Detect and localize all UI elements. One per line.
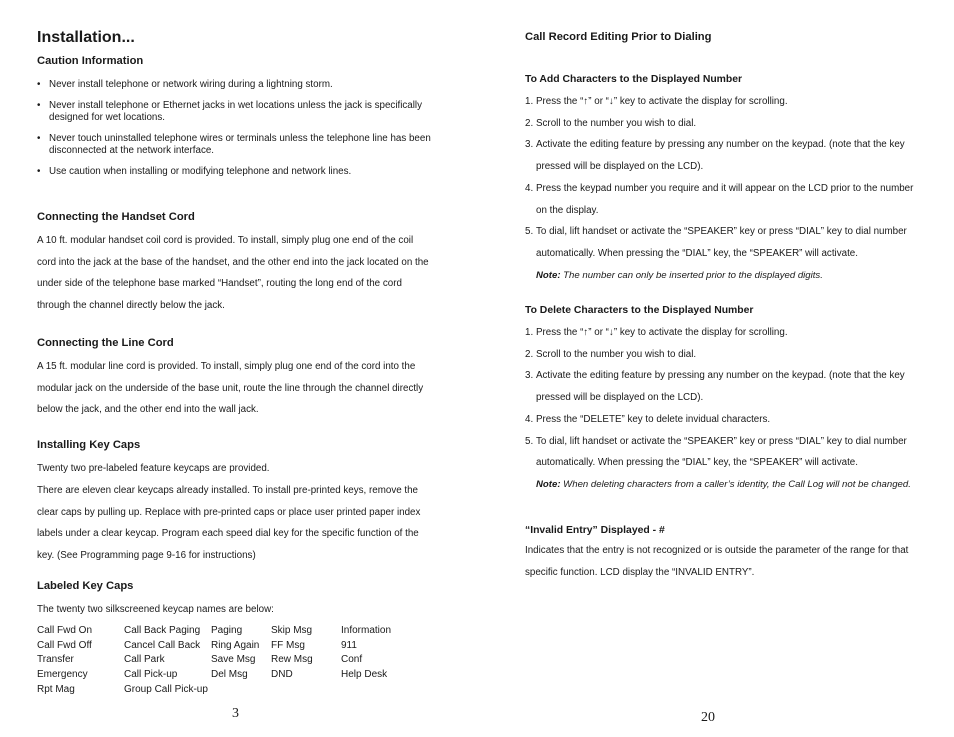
keycap-row bbox=[37, 683, 411, 698]
step-item bbox=[525, 134, 920, 177]
keycap-row bbox=[37, 624, 411, 639]
step-text: Scroll to the number you wish to dial. bbox=[536, 117, 697, 129]
step-text: Scroll to the number you wish to dial. bbox=[536, 348, 697, 360]
keycap-name: Save Msg bbox=[211, 654, 256, 666]
keycap-name: Emergency bbox=[37, 669, 88, 681]
step-item bbox=[525, 221, 920, 264]
keycap-name: 911 bbox=[341, 639, 357, 651]
invalid-entry-heading: “Invalid Entry” Displayed - # bbox=[525, 525, 665, 536]
step-item bbox=[525, 365, 920, 408]
note-text: The number can only be inserted prior to the displayed digits. bbox=[560, 270, 823, 281]
step-number: 1. bbox=[525, 327, 534, 338]
step-number: 5. bbox=[525, 435, 534, 447]
step-text: Press the “DELETE” key to delete invidual characters. bbox=[536, 413, 771, 425]
keycap-name: Ring Again bbox=[211, 639, 260, 651]
caution-heading: Caution Information bbox=[37, 55, 144, 67]
step-text: Activate the editing feature by pressing any number on the keypad. (note that the key pressed will be displayed on the LCD). bbox=[536, 139, 905, 173]
step-number: 4. bbox=[525, 413, 534, 425]
note-text: When deleting characters from a caller’s identity, the Call Log will not be changed. bbox=[560, 479, 911, 490]
delete-steps-list bbox=[525, 322, 920, 474]
note-label: Note: bbox=[536, 479, 561, 490]
keycap-name: Conf bbox=[341, 654, 363, 666]
section-title: Call Record Editing Prior to Dialing bbox=[525, 31, 712, 43]
step-item bbox=[525, 431, 920, 474]
add-characters-heading: To Add Characters to the Displayed Number bbox=[525, 74, 743, 85]
step-text: To dial, lift handset or activate the “SPEAKER” key or press “DIAL” key to dial number automatically. When pressing the “DIAL” key, the “SPEAKER” will activate. bbox=[536, 435, 907, 469]
step-number: 3. bbox=[525, 139, 534, 151]
step-text: To dial, lift handset or activate the “SPEAKER” key or press “DIAL” key to dial number automatically. When pressing the “DIAL” key, the “SPEAKER” will activate. bbox=[536, 226, 907, 259]
page-number: 3 bbox=[232, 706, 239, 721]
step-number: 2. bbox=[525, 117, 534, 129]
right-page bbox=[477, 0, 954, 737]
keycap-name: FF Msg bbox=[271, 639, 305, 651]
keycap-name: Cancel Call Back bbox=[124, 639, 201, 651]
note-label: Note: bbox=[536, 270, 561, 281]
keycap-row bbox=[37, 653, 411, 668]
keycap-name: Skip Msg bbox=[271, 625, 313, 636]
keycap-name: Transfer bbox=[37, 654, 74, 666]
keycap-name: Call Pick-up bbox=[124, 669, 178, 681]
handset-text: A 10 ft. modular handset coil cord is provided. To install, simply plug one end of the coil cord into the jack at the base of the handset, and the other end into the jack located on the under side of the telephone base marked “Handset”, routing the long end of the cord through the channel directly below the jack. bbox=[37, 235, 429, 312]
caution-bullet: • Never touch uninstalled telephone wires or terminals unless the telephone line has been disconnected at the network interface. bbox=[37, 133, 437, 158]
step-item bbox=[525, 113, 920, 135]
keycap-name: Call Park bbox=[124, 654, 165, 666]
step-item bbox=[525, 344, 920, 366]
caution-bullet: • Never install telephone or Ethernet jacks in wet locations unless the jack is specifically designed for wet locations. bbox=[37, 100, 437, 125]
keycap-row bbox=[37, 668, 411, 683]
step-number: 2. bbox=[525, 348, 534, 360]
step-text: Press the “↑” or “↓” key to activate the display for scrolling. bbox=[536, 327, 788, 338]
keycaps-text-2: There are eleven clear keycaps already installed. To install pre-printed keys, remove the clear caps by pulling up. Replace with pre-printed caps or place user printed paper index labels under a clear keycap. Program each speed dial key for the specific function of the key. (See Programming page 9-16 for instructions) bbox=[37, 485, 421, 562]
invalid-entry-text: Indicates that the entry is not recognized or is outside the parameter of the range for that specific function. LCD display the “INVALID ENTRY”. bbox=[525, 545, 909, 578]
labeled-keycaps-heading: Labeled Key Caps bbox=[37, 580, 134, 592]
keycap-name: Rew Msg bbox=[271, 654, 313, 666]
step-number: 3. bbox=[525, 370, 534, 382]
keycap-name: Help Desk bbox=[341, 669, 388, 681]
keycap-name: Call Back Paging bbox=[124, 625, 201, 636]
keycaps-text-1: Twenty two pre-labeled feature keycaps are provided. bbox=[37, 463, 270, 474]
caution-bullet: • Use caution when installing or modifying telephone and network lines. bbox=[37, 166, 437, 179]
keycap-row bbox=[37, 639, 411, 654]
step-item bbox=[525, 91, 920, 113]
delete-note bbox=[525, 474, 954, 496]
keycaps-heading: Installing Key Caps bbox=[37, 439, 141, 451]
delete-characters-heading: To Delete Characters to the Displayed Number bbox=[525, 305, 754, 316]
add-note bbox=[525, 265, 936, 287]
keycap-name: Call Fwd Off bbox=[37, 639, 92, 651]
step-item bbox=[525, 178, 920, 221]
add-steps-list bbox=[525, 91, 920, 265]
keycap-names-table bbox=[37, 624, 411, 698]
handset-heading: Connecting the Handset Cord bbox=[37, 211, 195, 223]
step-number: 4. bbox=[525, 182, 534, 194]
keycap-name: Information bbox=[341, 625, 392, 636]
step-number: 1. bbox=[525, 96, 534, 107]
keycap-name: DND bbox=[271, 669, 293, 681]
step-item bbox=[525, 322, 920, 344]
caution-list bbox=[37, 79, 437, 186]
page-title: Installation... bbox=[37, 29, 135, 46]
line-cord-heading: Connecting the Line Cord bbox=[37, 337, 174, 349]
labeled-keycaps-intro: The twenty two silkscreened keycap names are below: bbox=[37, 604, 274, 615]
keycap-name: Del Msg bbox=[211, 669, 248, 681]
caution-bullet: • Never install telephone or network wiring during a lightning storm. bbox=[37, 79, 437, 92]
keycap-name: Paging bbox=[211, 625, 243, 636]
step-item bbox=[525, 409, 920, 431]
line-cord-text: A 15 ft. modular line cord is provided. To install, simply plug one end of the cord into the modular jack on the underside of the base unit, route the line through the channel directly below the jack, and the other end into the wall jack. bbox=[37, 361, 424, 416]
keycap-name: Group Call Pick-up bbox=[124, 683, 208, 695]
step-number: 5. bbox=[525, 226, 534, 238]
step-text: Press the “↑” or “↓” key to activate the display for scrolling. bbox=[536, 96, 788, 107]
step-text: Press the keypad number you require and it will appear on the LCD prior to the number on the display. bbox=[536, 182, 914, 216]
keycap-name: Call Fwd On bbox=[37, 625, 93, 636]
keycap-name: Rpt Mag bbox=[37, 683, 75, 695]
page-number: 20 bbox=[701, 710, 715, 725]
step-text: Activate the editing feature by pressing any number on the keypad. (note that the key pressed will be displayed on the LCD). bbox=[536, 370, 905, 404]
